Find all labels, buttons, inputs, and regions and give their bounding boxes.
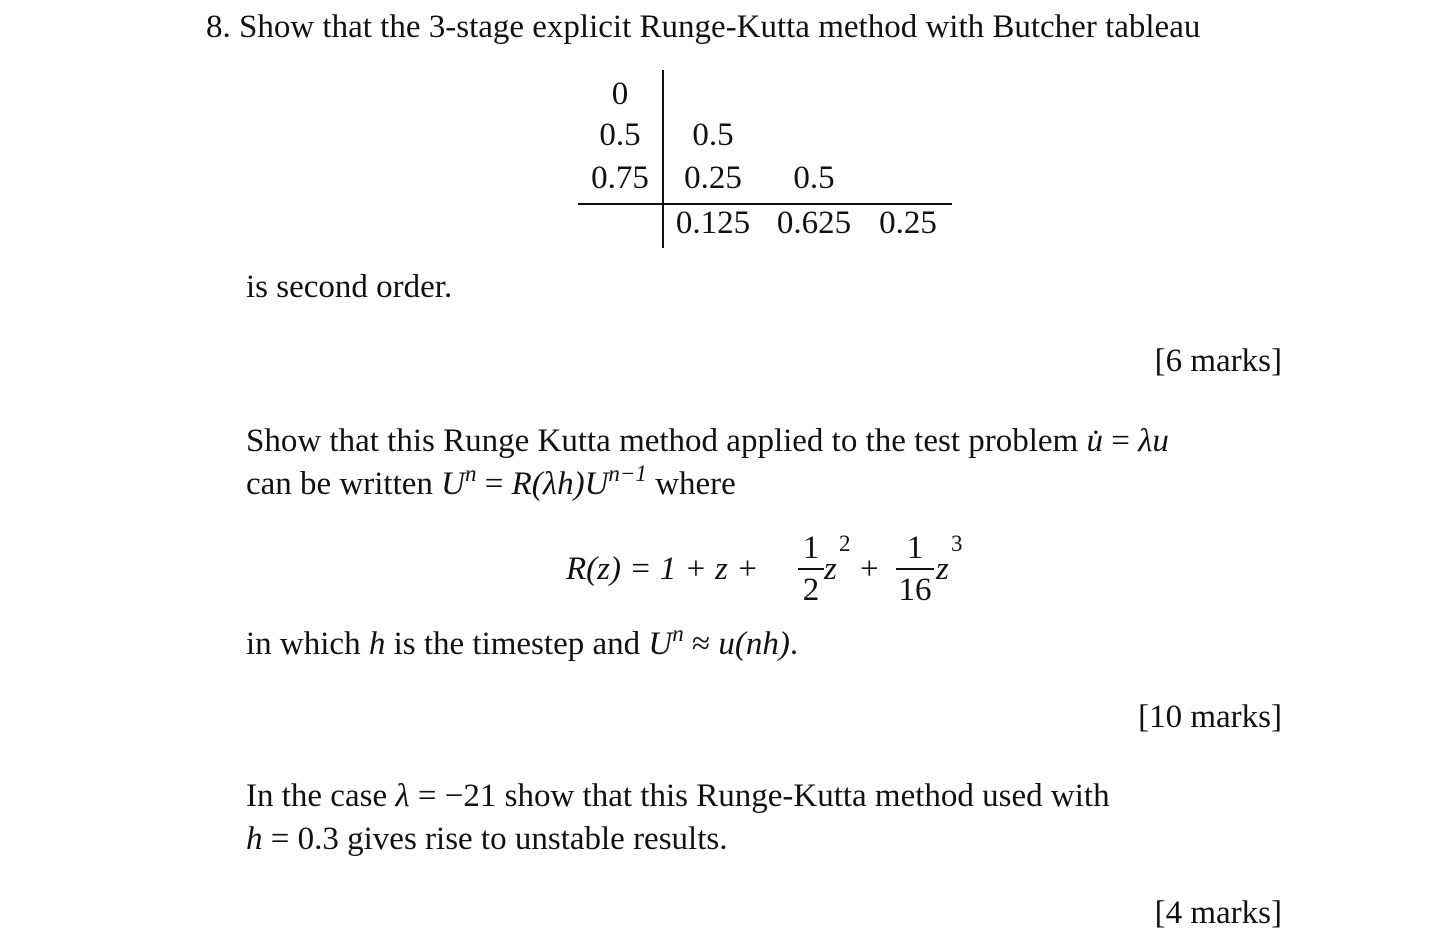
part3-line1-post: show that this Runge-Kutta method used with — [496, 778, 1110, 814]
lambda-u: λu — [1138, 423, 1169, 459]
part2-line3 — [246, 623, 798, 668]
part2-line2-pre: can be written — [246, 466, 442, 502]
formula-exp3: 3 — [951, 531, 963, 556]
order-text: is second order. — [246, 269, 453, 305]
fraction-one-sixteenth — [896, 530, 934, 608]
question-intro — [206, 6, 1200, 49]
tableau-c2: 0.75 — [591, 160, 649, 196]
part2-line3-mid: is the timestep and — [385, 626, 649, 662]
butcher-tableau — [578, 70, 952, 248]
frac2-bar — [896, 568, 934, 570]
part2-line1-text: Show that this Runge Kutta method applied to the test problem — [246, 423, 1079, 459]
h-value: = 0.3 — [262, 821, 339, 857]
marks-part3: [4 marks] — [1154, 895, 1282, 931]
R-lambda-h-U: R(λh)U — [511, 466, 609, 502]
question-number: 8. — [206, 9, 231, 45]
equals-sign: = — [1102, 423, 1139, 459]
tableau-c1: 0.5 — [599, 117, 641, 153]
formula-z2: z — [824, 551, 837, 587]
part3-line1 — [246, 775, 1110, 818]
marks-part1: [6 marks] — [1154, 343, 1282, 379]
tableau-a32: 0.5 — [793, 160, 835, 196]
tableau-c0: 0 — [611, 76, 629, 112]
part2-line2 — [246, 463, 736, 508]
lambda-value: = −21 — [409, 778, 497, 814]
tableau-b3: 0.25 — [879, 205, 937, 241]
approx-sign: ≈ — [683, 626, 719, 662]
part3-line2-post: gives rise to unstable results. — [338, 821, 728, 857]
part2-line2-post: where — [646, 466, 736, 502]
h-symbol: h — [368, 626, 386, 662]
marks-part2: [10 marks] — [1138, 699, 1282, 735]
tableau-a21: 0.5 — [692, 117, 734, 153]
lambda-symbol: λ — [395, 778, 410, 814]
tableau-b1: 0.125 — [675, 205, 751, 241]
intro-text: Show that the 3-stage explicit Runge-Kutta method with Butcher tableau — [239, 9, 1201, 45]
period: . — [789, 626, 799, 662]
tableau-b2: 0.625 — [776, 205, 852, 241]
frac2-numerator: 1 — [906, 530, 924, 566]
part3-line1-pre: In the case — [246, 778, 396, 814]
fraction-one-half — [798, 530, 824, 608]
u-dot: u̇ — [1086, 423, 1103, 459]
part2-line3-pre: in which — [246, 626, 369, 662]
tableau-a31: 0.25 — [684, 160, 742, 196]
U-prev-exponent: n−1 — [608, 461, 647, 486]
h-symbol: h — [246, 821, 263, 857]
U-symbol: U — [648, 626, 673, 662]
frac2-denominator: 16 — [898, 571, 932, 608]
U-exponent: n — [465, 461, 477, 486]
frac1-numerator: 1 — [802, 530, 820, 566]
formula-exp2: 2 — [839, 531, 851, 556]
u-nh: u(nh) — [718, 626, 790, 662]
part3-line2 — [246, 818, 727, 861]
U-symbol: U — [441, 466, 466, 502]
frac1-denominator: 2 — [802, 571, 820, 608]
equals-sign: = — [476, 466, 512, 502]
frac1-bar — [798, 568, 824, 570]
U-exponent: n — [672, 621, 684, 646]
formula-lhs: R(z) = 1 + z + — [566, 551, 759, 587]
formula-plus: + — [860, 551, 879, 587]
part2-line1 — [246, 420, 1169, 463]
formula-z3: z — [936, 551, 949, 587]
